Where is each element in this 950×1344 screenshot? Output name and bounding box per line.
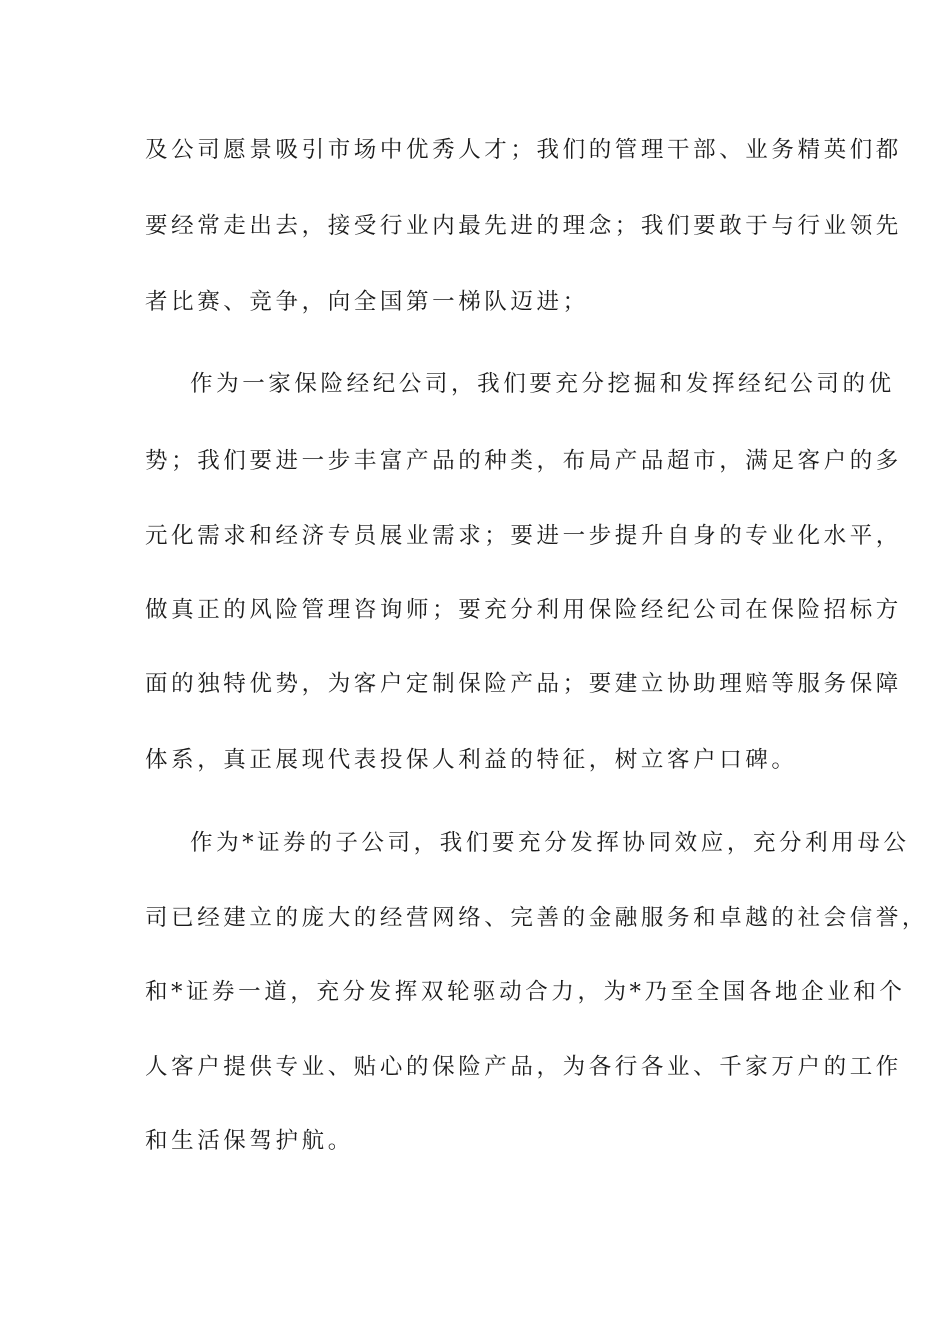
paragraph-3-line-1: 作为*证券的子公司，我们要充分发挥协同效应，充分利用母公 (190, 830, 910, 856)
paragraph-1-line-2: 要经常走出去，接受行业内最先进的理念；我们要敢于与行业领先 (145, 213, 902, 239)
paragraph-2-line-4: 做真正的风险管理咨询师；要充分利用保险经纪公司在保险招标方 (145, 597, 902, 623)
paragraph-2-line-3: 元化需求和经济专员展业需求；要进一步提升自身的专业化水平， (145, 523, 902, 549)
paragraph-2-line-1: 作为一家保险经纪公司，我们要充分挖掘和发挥经纪公司的优 (190, 371, 895, 397)
paragraph-2-line-2: 势；我们要进一步丰富产品的种类，布局产品超市，满足客户的多 (145, 448, 902, 474)
paragraph-3-line-5: 和生活保驾护航。 (145, 1128, 354, 1154)
paragraph-2-line-5: 面的独特优势，为客户定制保险产品；要建立协助理赔等服务保障 (145, 671, 902, 697)
paragraph-3-line-3: 和*证券一道，充分发挥双轮驱动合力，为*乃至全国各地企业和个 (145, 979, 906, 1005)
paragraph-3-line-4: 人客户提供专业、贴心的保险产品，为各行各业、千家万户的工作 (145, 1054, 902, 1080)
paragraph-3-line-2: 司已经建立的庞大的经营网络、完善的金融服务和卓越的社会信誉， (145, 905, 929, 931)
paragraph-1-line-1: 及公司愿景吸引市场中优秀人才；我们的管理干部、业务精英们都 (145, 137, 902, 163)
paragraph-2-line-6: 体系，真正展现代表投保人利益的特征，树立客户口碑。 (145, 747, 798, 773)
paragraph-1-line-3: 者比赛、竞争，向全国第一梯队迈进； (145, 289, 589, 315)
